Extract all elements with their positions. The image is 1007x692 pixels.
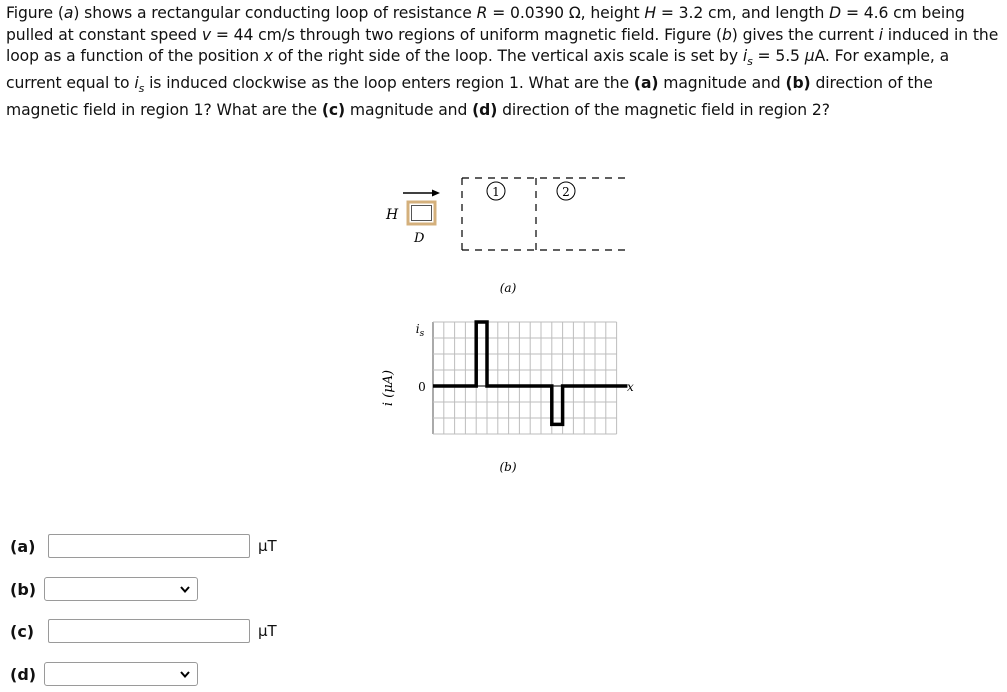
region-2-marker [557,182,575,200]
answer-row-d [10,659,198,689]
problem-text-segment: i [134,73,139,92]
region-1-marker [487,182,505,200]
problem-text-segment: magnitude and [658,73,786,92]
y-tick-is [416,322,425,339]
problem-text-segment: R [476,4,488,22]
problem-text-segment: a [63,4,74,22]
figure-a-caption: (a) [499,281,517,295]
part-c-unit: μT [258,622,277,640]
figure-b-caption: (b) [499,460,517,474]
chevron-down-icon [178,667,192,681]
problem-text-segment: direction of the magnetic field in region 1? What are the [6,73,933,119]
part-a-input[interactable] [48,534,250,558]
y-axis-label-text: i (μA) [381,369,396,407]
problem-text-segment: magnitude and [345,100,473,119]
problem-text-segment: b [721,25,732,44]
region-2-label: 2 [562,185,570,199]
y-tick-zero: 0 [418,380,426,394]
region-1-label: 1 [492,185,500,199]
problem-text-segment: Figure ( [6,4,64,22]
part-a-label: (a) [10,536,36,556]
problem-text-segment: = 3.2 cm, and length [656,4,830,22]
chevron-down-icon [178,582,192,596]
problem-text-segment: is induced clockwise as the loop enters region 1. What are the [144,73,634,92]
problem-text-segment: i [742,47,748,66]
problem-text-segment: of the right side of the loop. The vertical axis scale is set by [272,47,743,66]
part-d-label: (d) [10,664,37,684]
field-regions [462,178,625,250]
problem-text-segment: ) gives the current [731,25,879,44]
velocity-arrow [403,190,440,197]
y-axis-label [381,370,396,406]
problem-text-segment: A. For example, a current equal to [6,47,950,92]
answer-section [0,525,400,692]
problem-text-segment: H [644,4,656,22]
part-c-label: (c) [10,621,35,641]
problem-text-segment: induced in the loop as a function of the position [6,25,999,66]
loop-length-label: D [414,231,425,246]
problem-text-segment: (b) [785,73,811,92]
problem-text-segment: x [263,47,273,66]
problem-text-segment: = 4.6 cm being pulled at constant speed [6,4,965,44]
figure [370,160,640,480]
y-tick-is-sub: s [419,329,425,339]
part-c-input[interactable] [48,619,250,643]
loop-height-label: H [386,207,399,223]
answer-row-b [10,574,198,604]
answer-row-a [10,531,277,561]
problem-text-segment: s [138,82,145,95]
part-a-unit: μT [258,537,277,555]
figure-b [381,322,634,474]
figure-svg [370,160,640,480]
problem-text-segment: s [747,55,753,69]
y-tick-is-main: i [415,322,420,336]
problem-text-segment: (a) [633,73,659,92]
problem-text-segment: D [829,4,842,22]
problem-text-segment: direction of the magnetic field in region 2? [497,100,830,119]
problem-text-segment: = 44 cm/s through two regions of uniform magnetic field. Figure ( [210,25,722,44]
problem-text-segment: = 0.0390 Ω, height [487,4,645,22]
problem-text-segment: = 5.5 [752,47,805,66]
answer-row-c [10,616,277,646]
problem-text-segment: (d) [472,100,498,119]
problem-text-segment: ) shows a rectangular conducting loop of resistance [73,4,477,22]
graph-grid [433,322,617,434]
problem-text-segment: v [201,25,211,44]
problem-text-segment: μ [804,47,815,66]
figure-a [385,178,625,295]
part-d-dropdown[interactable] [44,662,198,686]
part-b-label: (b) [10,579,37,599]
problem-text-segment: i [878,25,883,44]
problem-statement [6,3,1004,121]
x-axis-label: x [627,380,634,394]
problem-text-segment: (c) [321,100,346,119]
part-b-dropdown[interactable] [44,577,198,601]
